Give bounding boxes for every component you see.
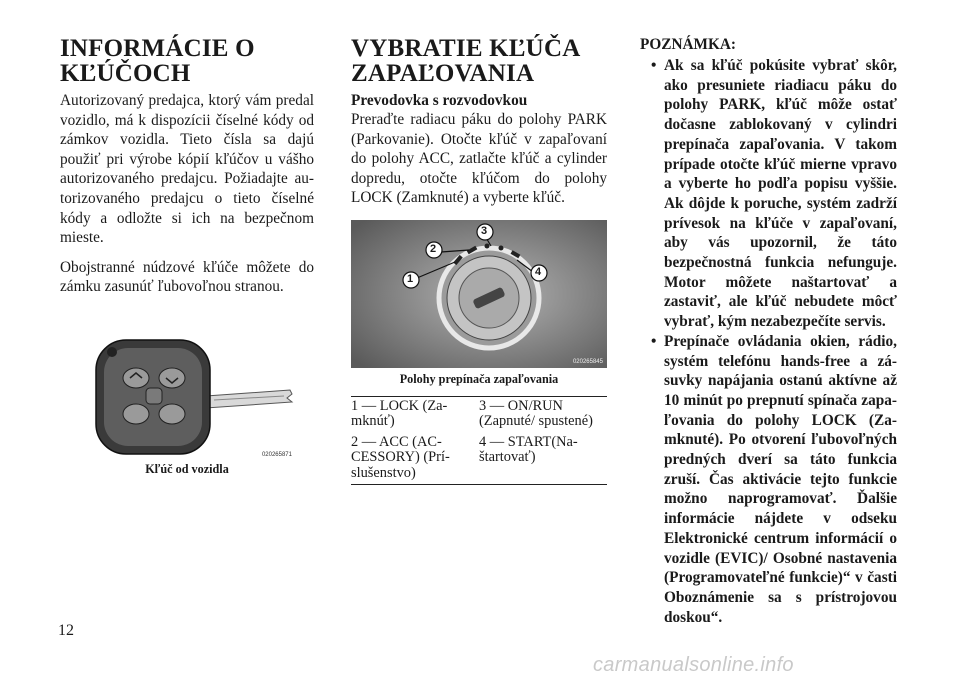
key-info-paragraph-1: Autorizovaný predajca, ktorý vám predal vozidlo, má k dispozícii číselné kódy od zámkov vozidla. Tieto čísla sa dajú použiť pri výrobe kópií kľúčov u vášho autorizovaného predajcu. Požiadajte autorizovaného predajcu o tieto číselné kódy a odložte si ich na bezpečnom mieste. [60,92,314,247]
callout-1-label: 1 [407,272,414,285]
note-heading: POZNÁMKA: [640,36,737,53]
ignition-positions-figure [351,220,607,368]
table-row [351,396,607,433]
column-key-removal [351,36,607,485]
column-key-info [60,36,314,477]
callout-4-label: 4 [535,265,542,278]
heading-key-removal: VYBRATIE KĽÚČA ZAPAĽOVANIA [351,35,580,87]
key-removal-paragraph: Preraďte radiacu páku do polohy PARK (Parkovanie). Otočte kľúč v zapaľovaní do polohy ACC, zatlačte kľúč a cylinder dopredu, otočte kľúčom do polohy LOCK (Zamknuté) a vyberte kľúč. [351,111,607,207]
vehicle-key-figure [94,330,294,460]
ignition-figure-code: 020265845 [572,358,603,365]
table-row [351,433,607,485]
subheading-transmission: Prevodovka s rozvodovkou [351,92,528,109]
page-number: 12 [58,622,74,639]
ignition-figure-caption: Polohy prepínača zapaľovania [399,371,559,386]
note-item: • Ak sa kľúč pokúsite vybrať skôr, ako presuniete riadiacu páku do polohy PARK, kľúč môže ostať dočasne zablokovaný v cylindri prepínača zapaľovania. V takom prípade otočte kľúč mierne vpravo a vyberte ho podľa popisu vyššie. Ak dôjde k poruche, systém zadrží prívesok na kľúče v zapaľovaní, aby vás upozornil, že táto bezpečnostná funkcia nefunguje. Motor môžete naštartovať a zastaviť, ale kľúč nebudete môcť vybrať, kým nezabezpečíte servis. [640,56,897,332]
column-note [640,36,897,627]
key-info-paragraph-2: Obojstranné núdzové kľúče môžete do zámku zasunúť ľubovoľnou stranou. [60,258,314,296]
ignition-switch-illustration [351,220,607,368]
heading-key-info: INFORMÁCIE O KĽÚČOCH [60,35,255,87]
key-figure-caption: Kľúč od vozidla [145,461,229,476]
callout-3-label: 3 [481,224,488,237]
ignition-positions-table [351,396,607,486]
table-cell-start: 4 — START(Naštartovať) [479,433,607,485]
table-cell-acc: 2 — ACC (ACCESSORY) (Príslušenstvo) [351,433,479,485]
table-cell-on-run: 3 — ON/RUN (Zapnuté/ spustené) [479,396,607,433]
callout-2-label: 2 [430,242,437,255]
note-list [640,56,897,627]
vehicle-key-illustration [94,330,294,460]
table-cell-lock: 1 — LOCK (Zamknúť) [351,396,479,433]
watermark: carmanualsonline.info [593,654,794,676]
key-figure-code: 020265871 [261,451,292,458]
note-item: • Prepínače ovládania okien, rádio, systém telefónu hands-free a zásuvky napájania ostanú aktívne až 10 minút po prepnutí spínača zapaľovania do polohy LOCK (Zamknuté). Po otvorení ľubovoľných predných dverí sa táto funkcia zruší. Čas aktivácie tejto funkcie možno naprogramovať. Ďalšie informácie nájdete v odseku Elektronické centrum informácií o vozidle (EVIC)/ Osobné nastavenia (Programovateľné funkcie)“ v časti Oboznámenie sa s prístrojovou doskou“. [640,332,897,628]
